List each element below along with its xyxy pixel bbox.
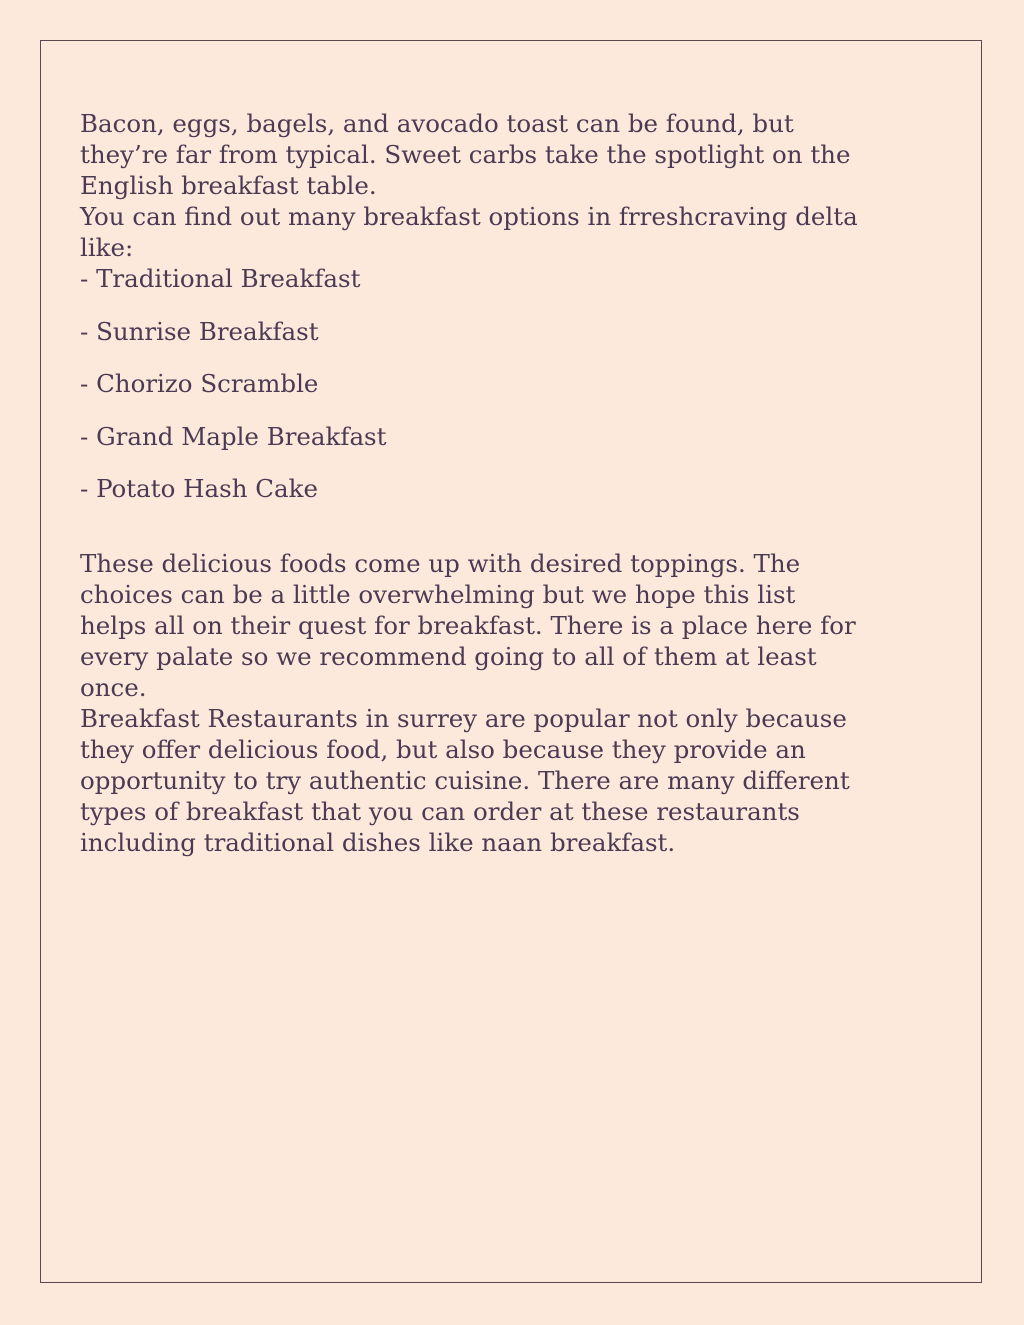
list-item: - Grand Maple Breakfast (80, 421, 387, 451)
list-item: - Traditional Breakfast (80, 264, 361, 293)
intro-paragraph: Bacon, eggs, bagels, and avocado toast can be found, but they’re far from typical. Sweet carbs take the spotlight on the English breakfast table. (80, 109, 851, 200)
list-item: - Sunrise Breakfast (80, 316, 319, 346)
article-body (80, 108, 860, 858)
restaurants-paragraph: Breakfast Restaurants in surrey are popular not only because they offer delicious food, but also because they provide an opportunity to try authentic cuisine. There are many different types of breakfast that you can order at these restaurants including traditional dishes like naan breakfast. (80, 704, 850, 857)
toppings-paragraph: These delicious foods come up with desired toppings. The choices can be a little overwhelming but we hope this list helps all on their quest for breakfast. There is a place here for every palate so we recommend going to all of them at least once. (80, 549, 856, 702)
list-item: - Chorizo Scramble (80, 369, 319, 398)
list-item: - Potato Hash Cake (80, 474, 318, 503)
breakfast-options-list (80, 263, 860, 504)
options-intro-paragraph: You can find out many breakfast options in frreshcraving delta like: (80, 202, 858, 262)
